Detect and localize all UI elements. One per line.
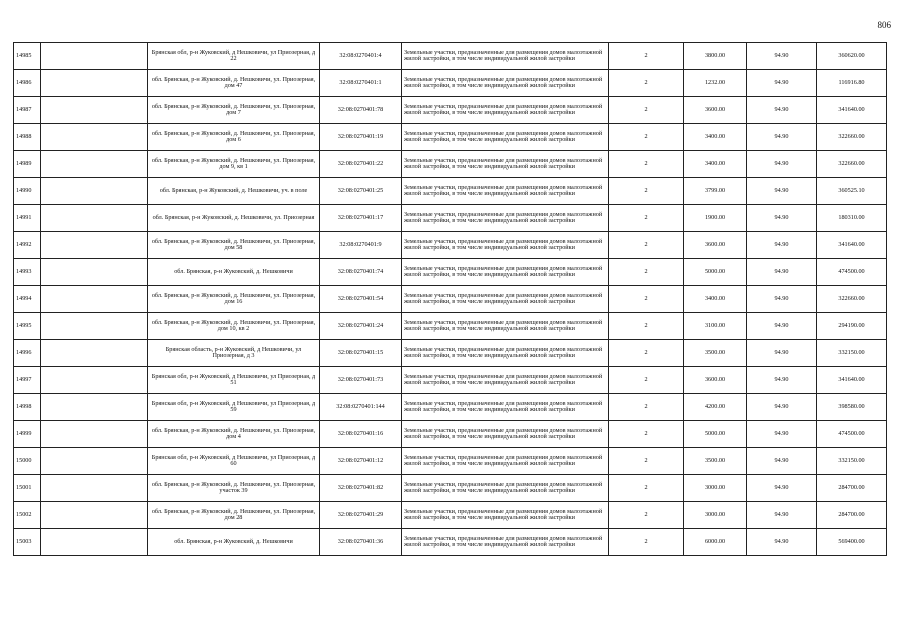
category-cell: 2	[609, 421, 684, 448]
empty-cell	[41, 286, 148, 313]
land-use-cell: Земельные участки, предназначенные для размещения домов малоэтажной жилой застройки, в том числе индивидуальной жилой застройки	[402, 286, 609, 313]
category-cell: 2	[609, 70, 684, 97]
cadastral-value-cell: 569400.00	[817, 529, 887, 556]
cadastral-value-cell: 332150.00	[817, 340, 887, 367]
land-use-cell: Земельные участки, предназначенные для размещения домов малоэтажной жилой застройки, в том числе индивидуальной жилой застройки	[402, 70, 609, 97]
rate-cell: 94.90	[747, 286, 817, 313]
area-cell: 3600.00	[684, 232, 747, 259]
cadastral-value-cell: 360525.10	[817, 178, 887, 205]
cadastral-number-cell: 32:08:0270401:78	[320, 97, 402, 124]
rate-cell: 94.90	[747, 448, 817, 475]
rate-cell: 94.90	[747, 259, 817, 286]
empty-cell	[41, 43, 148, 70]
cadastral-number-cell: 32:08:0270401:82	[320, 475, 402, 502]
empty-cell	[41, 475, 148, 502]
empty-cell	[41, 421, 148, 448]
address-cell: Брянская обл, р-н Жуковский, д Нешковичи, ул Приозерная, д 59	[148, 394, 320, 421]
row-number-cell: 14999	[14, 421, 41, 448]
address-cell: обл. Брянская, р-н Жуковский, д. Нешковичи, ул. Приозерная, дом 58	[148, 232, 320, 259]
land-use-cell: Земельные участки, предназначенные для размещения домов малоэтажной жилой застройки, в том числе индивидуальной жилой застройки	[402, 394, 609, 421]
address-cell: обл. Брянская, р-н Жуковский, д. Нешковичи, ул. Приозерная, дом 9, кв 1	[148, 151, 320, 178]
category-cell: 2	[609, 340, 684, 367]
address-cell: обл. Брянская, р-н Жуковский, д. Нешковичи, ул. Приозерная, дом 10, кв 2	[148, 313, 320, 340]
table-row	[14, 313, 887, 340]
cadastral-value-cell: 341640.00	[817, 97, 887, 124]
rate-cell: 94.90	[747, 232, 817, 259]
registry-body	[14, 43, 887, 556]
area-cell: 3799.00	[684, 178, 747, 205]
row-number-cell: 15000	[14, 448, 41, 475]
row-number-cell: 14988	[14, 124, 41, 151]
empty-cell	[41, 205, 148, 232]
row-number-cell: 14998	[14, 394, 41, 421]
category-cell: 2	[609, 313, 684, 340]
address-cell: обл. Брянская, р-н Жуковский, д. Нешковичи, ул. Приозерная, дом 4	[148, 421, 320, 448]
address-cell: обл. Брянская, р-н Жуковский, д. Нешковичи, ул. Приозерная, дом 7	[148, 97, 320, 124]
area-cell: 3800.00	[684, 43, 747, 70]
row-number-cell: 14987	[14, 97, 41, 124]
area-cell: 3000.00	[684, 502, 747, 529]
table-row	[14, 475, 887, 502]
area-cell: 5000.00	[684, 259, 747, 286]
rate-cell: 94.90	[747, 124, 817, 151]
table-row	[14, 367, 887, 394]
cadastral-number-cell: 32:08:0270401:36	[320, 529, 402, 556]
cadastral-number-cell: 32:08:0270401:73	[320, 367, 402, 394]
area-cell: 3500.00	[684, 340, 747, 367]
cadastral-number-cell: 32:08:0270401:12	[320, 448, 402, 475]
page-number: 806	[877, 20, 891, 30]
land-use-cell: Земельные участки, предназначенные для размещения домов малоэтажной жилой застройки, в том числе индивидуальной жилой застройки	[402, 151, 609, 178]
land-use-cell: Земельные участки, предназначенные для размещения домов малоэтажной жилой застройки, в том числе индивидуальной жилой застройки	[402, 97, 609, 124]
row-number-cell: 14996	[14, 340, 41, 367]
category-cell: 2	[609, 529, 684, 556]
table-row	[14, 448, 887, 475]
row-number-cell: 14985	[14, 43, 41, 70]
category-cell: 2	[609, 43, 684, 70]
row-number-cell: 15001	[14, 475, 41, 502]
cadastral-value-cell: 341640.00	[817, 232, 887, 259]
table-row	[14, 70, 887, 97]
area-cell: 5000.00	[684, 421, 747, 448]
rate-cell: 94.90	[747, 529, 817, 556]
empty-cell	[41, 232, 148, 259]
rate-cell: 94.90	[747, 421, 817, 448]
land-use-cell: Земельные участки, предназначенные для размещения домов малоэтажной жилой застройки, в том числе индивидуальной жилой застройки	[402, 421, 609, 448]
cadastral-number-cell: 32:08:0270401:1	[320, 70, 402, 97]
row-number-cell: 14994	[14, 286, 41, 313]
area-cell: 3100.00	[684, 313, 747, 340]
rate-cell: 94.90	[747, 151, 817, 178]
table-row	[14, 286, 887, 313]
land-use-cell: Земельные участки, предназначенные для размещения домов малоэтажной жилой застройки, в том числе индивидуальной жилой застройки	[402, 475, 609, 502]
cadastral-value-cell: 294190.00	[817, 313, 887, 340]
address-cell: обл. Брянская, р-н Жуковский, д. Нешковичи, ул. Приозерная, дом 47	[148, 70, 320, 97]
cadastral-value-cell: 332150.00	[817, 448, 887, 475]
table-row	[14, 205, 887, 232]
row-number-cell: 14993	[14, 259, 41, 286]
land-use-cell: Земельные участки, предназначенные для размещения домов малоэтажной жилой застройки, в том числе индивидуальной жилой застройки	[402, 205, 609, 232]
category-cell: 2	[609, 124, 684, 151]
area-cell: 3400.00	[684, 151, 747, 178]
land-use-cell: Земельные участки, предназначенные для размещения домов малоэтажной жилой застройки, в том числе индивидуальной жилой застройки	[402, 259, 609, 286]
empty-cell	[41, 394, 148, 421]
address-cell: обл. Брянская, р-н Жуковский, д. Нешковичи, ул. Приозерная, участок 39	[148, 475, 320, 502]
area-cell: 3600.00	[684, 367, 747, 394]
rate-cell: 94.90	[747, 43, 817, 70]
row-number-cell: 14991	[14, 205, 41, 232]
category-cell: 2	[609, 475, 684, 502]
cadastral-number-cell: 32:08:0270401:4	[320, 43, 402, 70]
cadastral-value-cell: 322660.00	[817, 286, 887, 313]
cadastral-number-cell: 32:08:0270401:19	[320, 124, 402, 151]
table-row	[14, 151, 887, 178]
category-cell: 2	[609, 394, 684, 421]
land-use-cell: Земельные участки, предназначенные для размещения домов малоэтажной жилой застройки, в том числе индивидуальной жилой застройки	[402, 232, 609, 259]
table-row	[14, 43, 887, 70]
category-cell: 2	[609, 367, 684, 394]
address-cell: обл. Брянская, р-н Жуковский, д. Нешковичи, ул. Приозерная	[148, 205, 320, 232]
area-cell: 1900.00	[684, 205, 747, 232]
area-cell: 4200.00	[684, 394, 747, 421]
category-cell: 2	[609, 205, 684, 232]
category-cell: 2	[609, 259, 684, 286]
row-number-cell: 15002	[14, 502, 41, 529]
rate-cell: 94.90	[747, 502, 817, 529]
empty-cell	[41, 178, 148, 205]
cadastral-number-cell: 32:08:0270401:25	[320, 178, 402, 205]
row-number-cell: 14989	[14, 151, 41, 178]
table-row	[14, 529, 887, 556]
address-cell: обл. Брянская, р-н Жуковский, д. Нешковичи	[148, 529, 320, 556]
row-number-cell: 14995	[14, 313, 41, 340]
cadastral-value-cell: 322660.00	[817, 151, 887, 178]
land-use-cell: Земельные участки, предназначенные для размещения домов малоэтажной жилой застройки, в том числе индивидуальной жилой застройки	[402, 178, 609, 205]
rate-cell: 94.90	[747, 367, 817, 394]
empty-cell	[41, 259, 148, 286]
row-number-cell: 14990	[14, 178, 41, 205]
table-row	[14, 502, 887, 529]
address-cell: Брянская обл, р-н Жуковский, д Нешковичи, ул Приозерная, д 22	[148, 43, 320, 70]
empty-cell	[41, 529, 148, 556]
address-cell: обл. Брянская, р-н Жуковский, д. Нешковичи, уч. в поле	[148, 178, 320, 205]
land-use-cell: Земельные участки, предназначенные для размещения домов малоэтажной жилой застройки, в том числе индивидуальной жилой застройки	[402, 367, 609, 394]
empty-cell	[41, 124, 148, 151]
table-row	[14, 178, 887, 205]
table-row	[14, 259, 887, 286]
category-cell: 2	[609, 448, 684, 475]
row-number-cell: 14986	[14, 70, 41, 97]
table-row	[14, 124, 887, 151]
rate-cell: 94.90	[747, 340, 817, 367]
empty-cell	[41, 313, 148, 340]
address-cell: обл. Брянская, р-н Жуковский, д. Нешковичи, ул. Приозерная, дом 28	[148, 502, 320, 529]
cadastral-number-cell: 32:08:0270401:16	[320, 421, 402, 448]
rate-cell: 94.90	[747, 205, 817, 232]
empty-cell	[41, 340, 148, 367]
rate-cell: 94.90	[747, 70, 817, 97]
area-cell: 3600.00	[684, 97, 747, 124]
area-cell: 3000.00	[684, 475, 747, 502]
rate-cell: 94.90	[747, 178, 817, 205]
category-cell: 2	[609, 232, 684, 259]
cadastral-value-cell: 474500.00	[817, 421, 887, 448]
cadastral-value-cell: 398580.00	[817, 394, 887, 421]
land-use-cell: Земельные участки, предназначенные для размещения домов малоэтажной жилой застройки, в том числе индивидуальной жилой застройки	[402, 124, 609, 151]
rate-cell: 94.90	[747, 475, 817, 502]
category-cell: 2	[609, 151, 684, 178]
land-use-cell: Земельные участки, предназначенные для размещения домов малоэтажной жилой застройки, в том числе индивидуальной жилой застройки	[402, 43, 609, 70]
empty-cell	[41, 367, 148, 394]
cadastral-value-cell: 474500.00	[817, 259, 887, 286]
category-cell: 2	[609, 97, 684, 124]
area-cell: 6000.00	[684, 529, 747, 556]
address-cell: Брянская обл, р-н Жуковский, д Нешковичи, ул Приозерная, д 51	[148, 367, 320, 394]
cadastral-number-cell: 32:08:0270401:22	[320, 151, 402, 178]
address-cell: обл. Брянская, р-н Жуковский, д. Нешковичи, ул. Приозерная, дом 6	[148, 124, 320, 151]
cadastral-value-cell: 322660.00	[817, 124, 887, 151]
area-cell: 3400.00	[684, 286, 747, 313]
land-use-cell: Земельные участки, предназначенные для размещения домов малоэтажной жилой застройки, в том числе индивидуальной жилой застройки	[402, 340, 609, 367]
category-cell: 2	[609, 286, 684, 313]
category-cell: 2	[609, 502, 684, 529]
table-row	[14, 232, 887, 259]
address-cell: Брянская область, р-н Жуковский, д Нешковичи, ул Приозерная, д 3	[148, 340, 320, 367]
cadastral-number-cell: 32:08:0270401:15	[320, 340, 402, 367]
cadastral-value-cell: 341640.00	[817, 367, 887, 394]
rate-cell: 94.90	[747, 394, 817, 421]
table-row	[14, 394, 887, 421]
area-cell: 3400.00	[684, 124, 747, 151]
address-cell: обл. Брянская, р-н Жуковский, д. Нешковичи, ул. Приозерная, дом 16	[148, 286, 320, 313]
cadastral-value-cell: 116916.80	[817, 70, 887, 97]
land-use-cell: Земельные участки, предназначенные для размещения домов малоэтажной жилой застройки, в том числе индивидуальной жилой застройки	[402, 502, 609, 529]
cadastral-value-cell: 284700.00	[817, 502, 887, 529]
area-cell: 3500.00	[684, 448, 747, 475]
row-number-cell: 15003	[14, 529, 41, 556]
cadastral-number-cell: 32:08:0270401:144	[320, 394, 402, 421]
empty-cell	[41, 502, 148, 529]
empty-cell	[41, 97, 148, 124]
table-row	[14, 340, 887, 367]
cadastral-value-cell: 180310.00	[817, 205, 887, 232]
cadastral-number-cell: 32:08:0270401:24	[320, 313, 402, 340]
cadastral-value-cell: 284700.00	[817, 475, 887, 502]
cadastral-number-cell: 32:08:0270401:9	[320, 232, 402, 259]
cadastral-number-cell: 32:08:0270401:74	[320, 259, 402, 286]
table-row	[14, 421, 887, 448]
row-number-cell: 14997	[14, 367, 41, 394]
row-number-cell: 14992	[14, 232, 41, 259]
rate-cell: 94.90	[747, 313, 817, 340]
cadastral-number-cell: 32:08:0270401:29	[320, 502, 402, 529]
address-cell: обл. Брянская, р-н Жуковский, д. Нешковичи	[148, 259, 320, 286]
land-use-cell: Земельные участки, предназначенные для размещения домов малоэтажной жилой застройки, в том числе индивидуальной жилой застройки	[402, 448, 609, 475]
cadastral-number-cell: 32:08:0270401:17	[320, 205, 402, 232]
land-registry-table	[13, 42, 887, 556]
land-use-cell: Земельные участки, предназначенные для размещения домов малоэтажной жилой застройки, в том числе индивидуальной жилой застройки	[402, 313, 609, 340]
area-cell: 1232.00	[684, 70, 747, 97]
empty-cell	[41, 70, 148, 97]
cadastral-value-cell: 360620.00	[817, 43, 887, 70]
rate-cell: 94.90	[747, 97, 817, 124]
cadastral-number-cell: 32:08:0270401:54	[320, 286, 402, 313]
category-cell: 2	[609, 178, 684, 205]
land-use-cell: Земельные участки, предназначенные для размещения домов малоэтажной жилой застройки, в том числе индивидуальной жилой застройки	[402, 529, 609, 556]
address-cell: Брянская обл, р-н Жуковский, д Нешковичи, ул Приозерная, д 60	[148, 448, 320, 475]
empty-cell	[41, 151, 148, 178]
empty-cell	[41, 448, 148, 475]
table-row	[14, 97, 887, 124]
